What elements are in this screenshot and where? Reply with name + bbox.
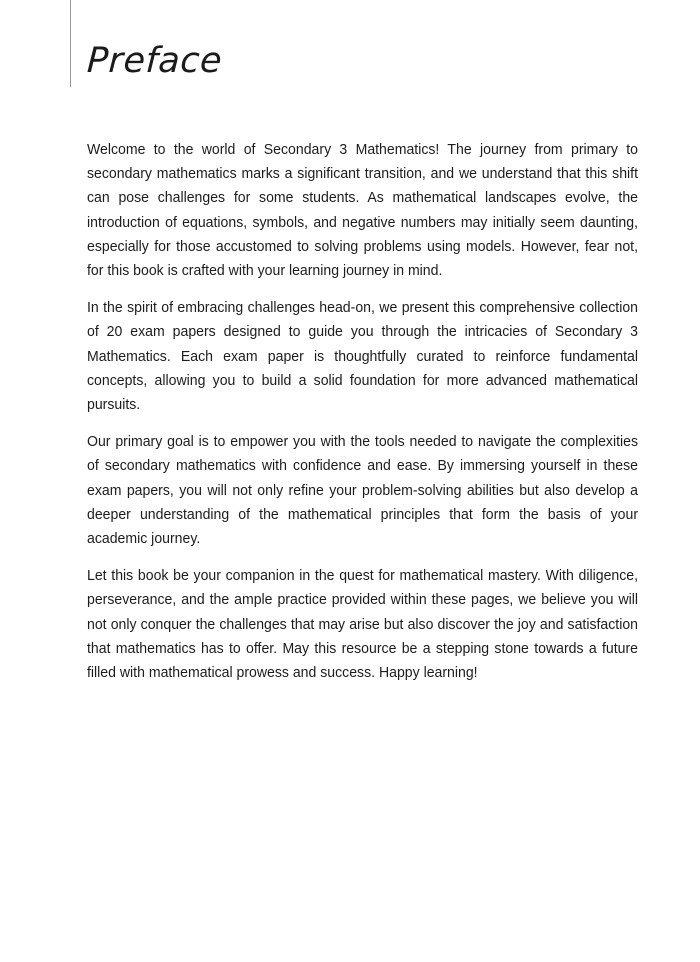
paragraph: Welcome to the world of Secondary 3 Mathematics! The journey from primary to secondary mathematics marks a significant transition, and we understand that this shift can pose challenges for some students. As mathematical landscapes evolve, the introduction of equations, symbols, and negative numbers may initially seem daunting, especially for those accustomed to solving problems using models. However, fear not, for this book is crafted with your learning journey in mind. <box>87 142 639 280</box>
page-title: Preface <box>85 41 224 81</box>
preface-body <box>87 138 638 685</box>
paragraph: In the spirit of embracing challenges head-on, we present this comprehensive collection of 20 exam papers designed to guide you through the intricacies of Secondary 3 Mathematics. Each exam paper is thoughtfully curated to reinforce fundamental concepts, allowing you to build a solid foundation for more advanced mathematical pursuits. <box>87 300 639 414</box>
paragraph: Our primary goal is to empower you with the tools needed to navigate the complexities of secondary mathematics with confidence and ease. By immersing yourself in these exam papers, you will not only refine your problem-solving abilities but also develop a deeper understanding of the mathematical principles that form the basis of your academic journey. <box>87 434 639 548</box>
title-vertical-rule <box>70 0 71 87</box>
paragraph: Let this book be your companion in the quest for mathematical mastery. With diligence, perseverance, and the ample practice provided within these pages, we believe you will not only conquer the challenges that may arise but also discover the joy and satisfaction that mathematics has to offer. May this resource be a stepping stone towards a future filled with mathematical prowess and success. Happy learning! <box>87 568 639 682</box>
